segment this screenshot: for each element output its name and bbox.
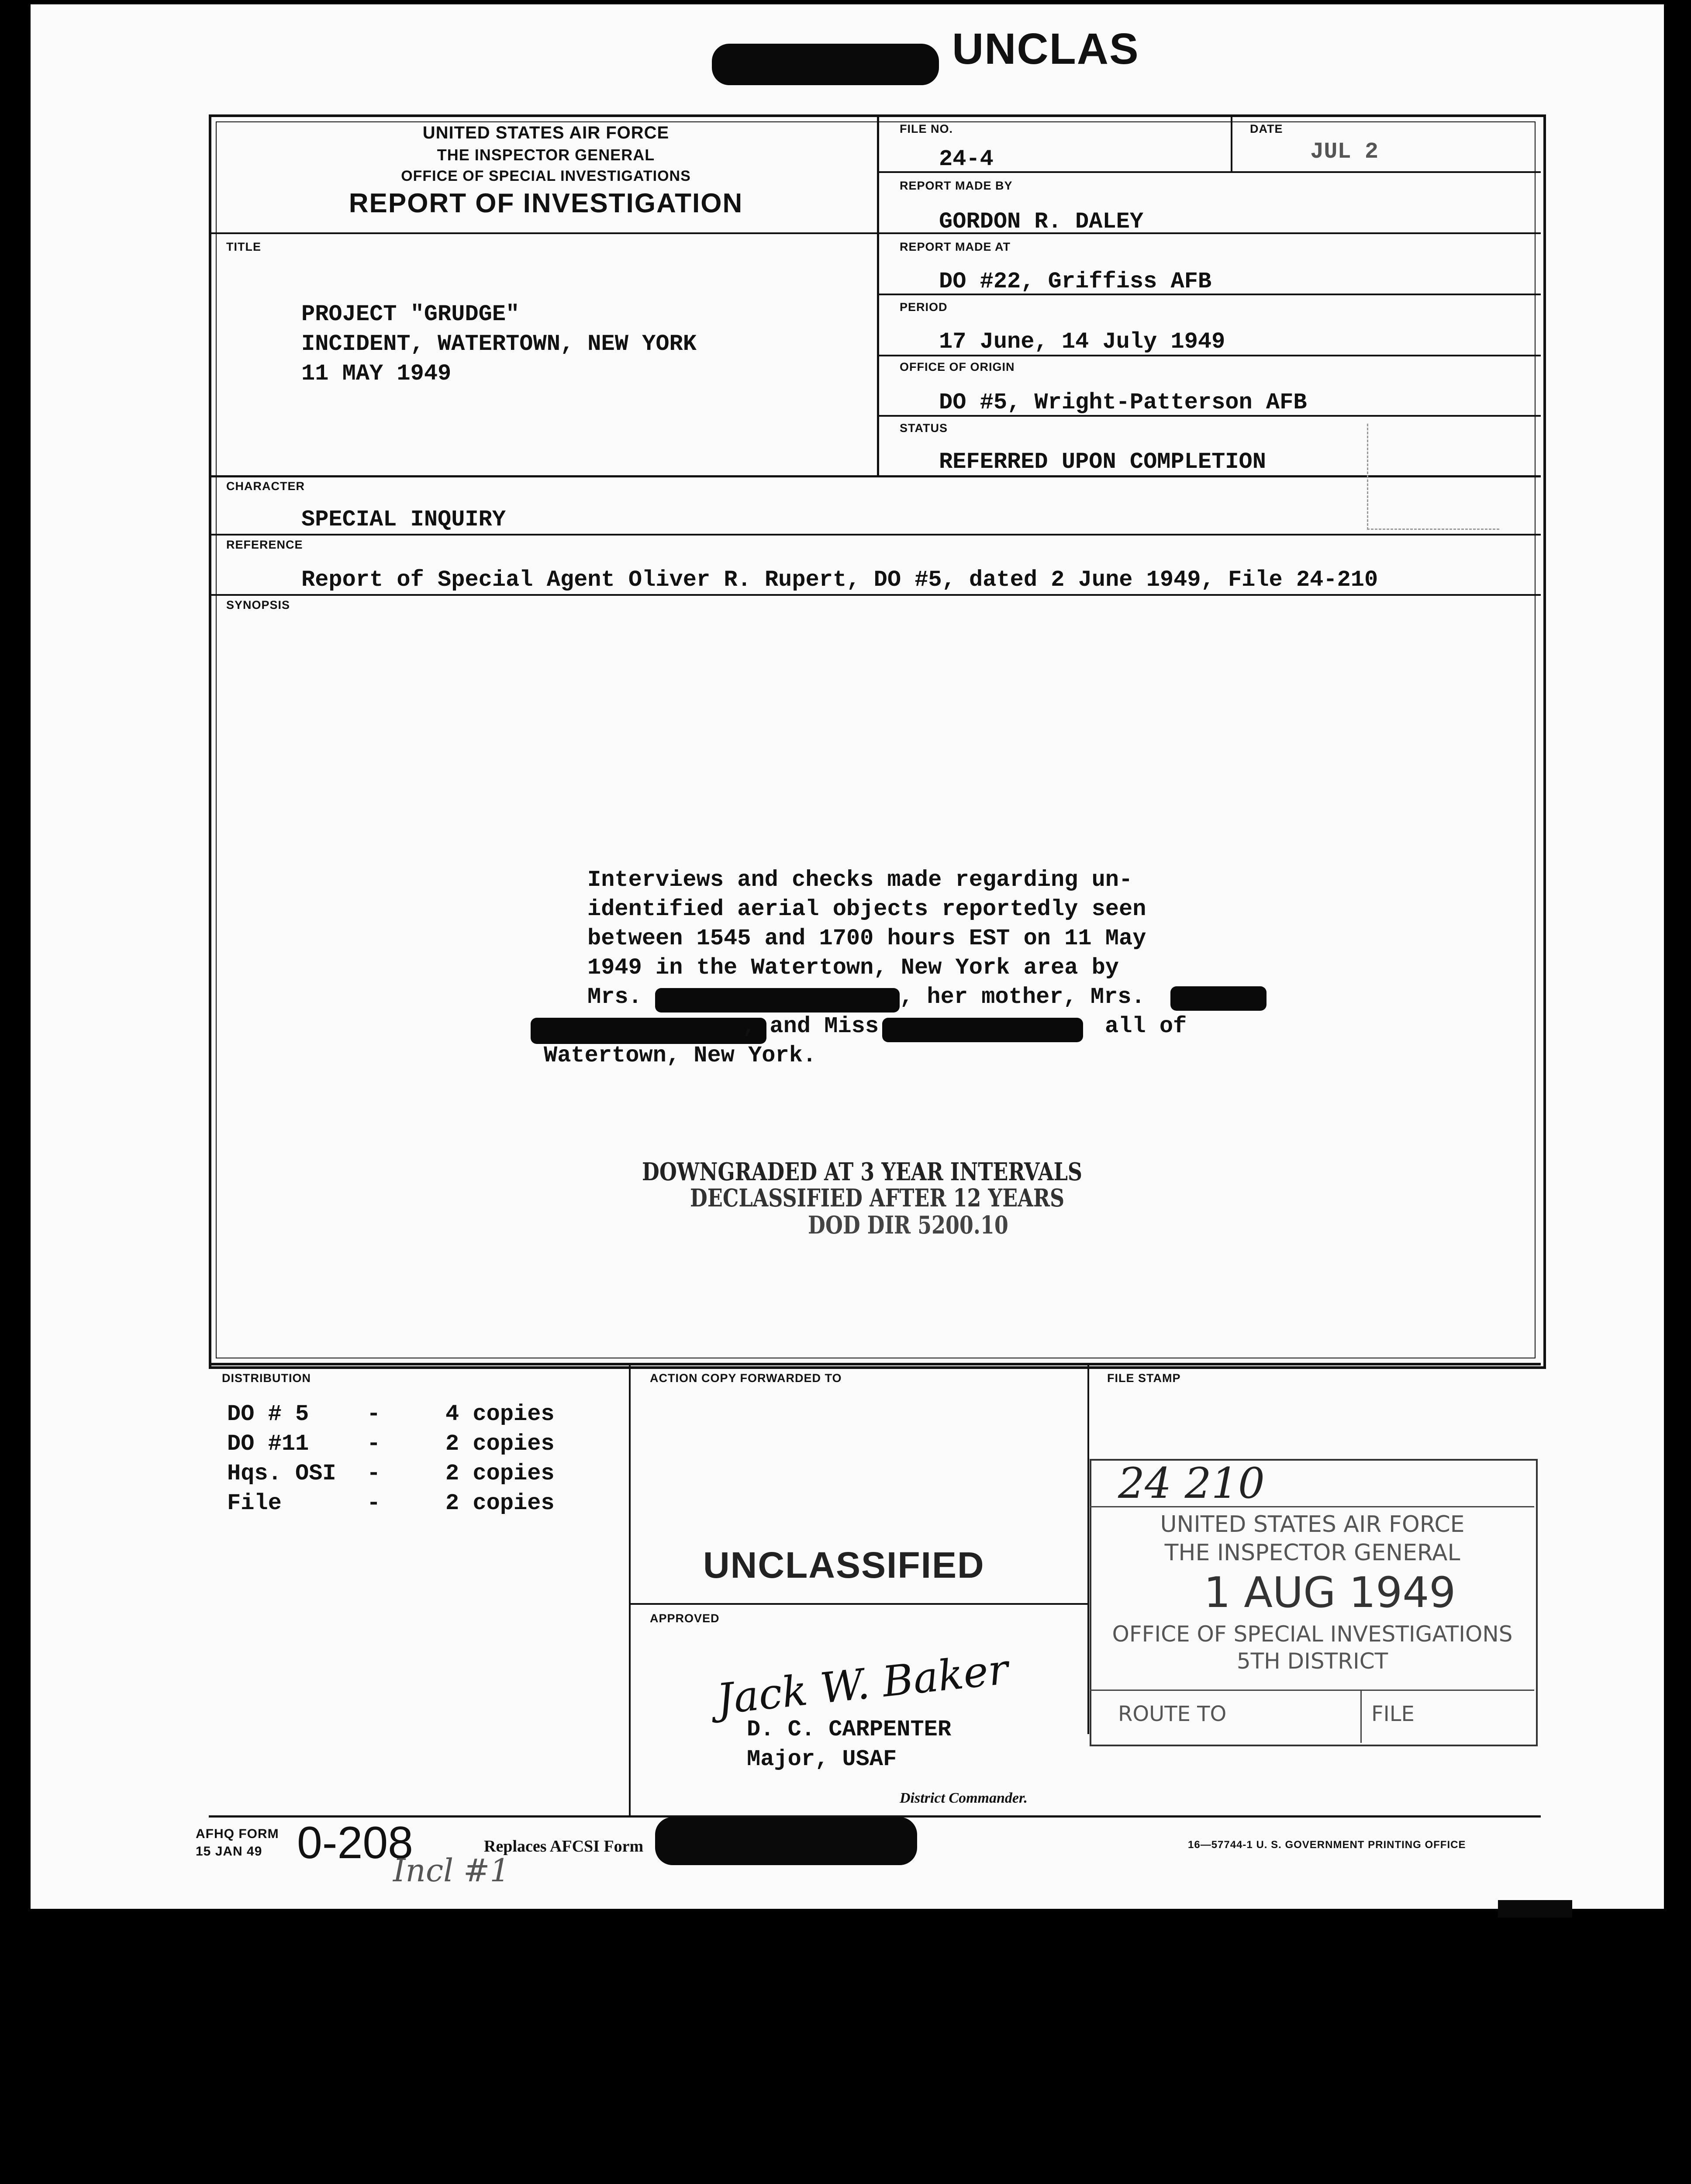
title-label: TITLE <box>226 240 261 253</box>
header-line-3: OFFICE OF SPECIAL INVESTIGATIONS <box>401 168 691 184</box>
file-stamp-file: FILE <box>1371 1702 1415 1726</box>
replaces-note: Replaces AFCSI Form <box>484 1837 644 1856</box>
period-label: PERIOD <box>900 301 948 314</box>
report-made-by-value: GORDON R. DALEY <box>939 209 1144 235</box>
dist-row-2-dash: - <box>367 1431 381 1457</box>
dist-row-4-dest: File <box>227 1490 282 1516</box>
approver-rank: Major, USAF <box>747 1746 897 1772</box>
title-line-2: INCIDENT, WATERTOWN, NEW YORK <box>301 331 697 357</box>
file-stamp-date: 1 AUG 1949 <box>1204 1568 1456 1617</box>
date-value: JUL 2 <box>1310 139 1379 165</box>
redaction-top-stamp <box>712 44 939 85</box>
divider-distribution <box>629 1363 631 1817</box>
action-copy-label: ACTION COPY FORWARDED TO <box>650 1372 842 1385</box>
character-value: SPECIAL INQUIRY <box>301 507 506 532</box>
top-classification-stamp: UNCLAS <box>952 24 1139 73</box>
dist-row-3-copies: 2 copies <box>445 1461 555 1486</box>
report-title: REPORT OF INVESTIGATION <box>349 188 743 218</box>
approved-label: APPROVED <box>650 1612 720 1625</box>
approval-signature: Jack W. Baker <box>714 1645 1011 1724</box>
redaction-name-4 <box>882 1018 1083 1042</box>
unclassified-stamp: UNCLASSIFIED <box>703 1545 985 1586</box>
dist-row-3-dest: Hqs. OSI <box>227 1461 336 1486</box>
file-stamp-line-1: UNITED STATES AIR FORCE <box>1160 1511 1465 1538</box>
file-stamp-rule-split <box>1360 1690 1362 1743</box>
office-of-origin-label: OFFICE OF ORIGIN <box>900 360 1015 373</box>
redaction-footer <box>655 1817 917 1865</box>
redaction-name-3 <box>531 1018 766 1044</box>
header-line-2: THE INSPECTOR GENERAL <box>437 146 655 164</box>
rule-status <box>209 475 1541 477</box>
office-of-origin-value: DO #5, Wright-Patterson AFB <box>939 390 1307 415</box>
synopsis-line-7: Watertown, New York. <box>544 1043 817 1068</box>
report-made-at-value: DO #22, Griffiss AFB <box>939 269 1212 294</box>
title-line-3: 11 MAY 1949 <box>301 361 452 387</box>
rule-synopsis-bottom <box>209 1363 1541 1365</box>
synopsis-line-4: 1949 in the Watertown, New York area by <box>587 955 1119 981</box>
redaction-name-1 <box>655 988 900 1013</box>
dist-row-1-dash: - <box>367 1401 381 1427</box>
form-number: 0-208 <box>297 1818 413 1868</box>
status-label: STATUS <box>900 422 948 435</box>
approver-name: D. C. CARPENTER <box>747 1717 952 1742</box>
downgrade-line-3: DOD DIR 5200.10 <box>808 1211 1008 1240</box>
dist-row-4-copies: 2 copies <box>445 1490 555 1516</box>
synopsis-label: SYNOPSIS <box>226 598 290 612</box>
scan-artifact <box>1498 1900 1572 1918</box>
rule-period <box>877 355 1541 356</box>
dist-row-1-dest: DO # 5 <box>227 1401 309 1427</box>
form-id-line-2: 15 JAN 49 <box>196 1844 262 1859</box>
divider-date <box>1231 114 1232 171</box>
distribution-label: DISTRIBUTION <box>222 1372 311 1385</box>
report-made-by-label: REPORT MADE BY <box>900 179 1013 192</box>
synopsis-line-5b: , her mother, Mrs. <box>900 984 1145 1010</box>
header-line-1: UNITED STATES AIR FORCE <box>422 123 669 142</box>
dist-row-4-dash: - <box>367 1490 381 1516</box>
synopsis-line-6a: , and Miss <box>742 1013 879 1039</box>
synopsis-line-2: identified aerial objects reportedly seen <box>587 896 1146 922</box>
synopsis-line-6b: all of <box>1105 1013 1187 1039</box>
file-stamp-rule-bottom <box>1090 1690 1534 1691</box>
file-stamp-line-4: 5TH DISTRICT <box>1236 1648 1388 1674</box>
period-value: 17 June, 14 July 1949 <box>939 329 1225 355</box>
redaction-name-2 <box>1170 986 1267 1011</box>
margin-mark <box>1367 424 1499 530</box>
dist-row-3-dash: - <box>367 1461 381 1486</box>
file-no-label: FILE NO. <box>900 122 953 135</box>
handwritten-enclosure: Incl #1 <box>393 1852 510 1889</box>
downgrade-line-2: DECLASSIFIED AFTER 12 YEARS <box>690 1184 1065 1213</box>
approver-role: District Commander. <box>900 1790 1028 1806</box>
file-no-value: 24-4 <box>939 146 994 172</box>
rule-character <box>209 534 1541 536</box>
dist-row-2-copies: 2 copies <box>445 1431 555 1457</box>
rule-reference <box>209 594 1541 596</box>
status-value: REFERRED UPON COMPLETION <box>939 449 1266 475</box>
rule-approved <box>629 1603 1088 1605</box>
form-id-line-1: AFHQ FORM <box>196 1827 279 1841</box>
file-stamp-route-to: ROUTE TO <box>1118 1702 1227 1726</box>
reference-value: Report of Special Agent Oliver R. Rupert, DO #5, dated 2 June 1949, File 24-210 <box>301 567 1378 593</box>
date-label: DATE <box>1250 122 1283 135</box>
gpo-imprint: 16—57744-1 U. S. GOVERNMENT PRINTING OFFICE <box>1188 1839 1466 1851</box>
dist-row-2-dest: DO #11 <box>227 1431 309 1457</box>
report-made-at-label: REPORT MADE AT <box>900 240 1011 253</box>
title-line-1: PROJECT "GRUDGE" <box>301 301 520 327</box>
divider-file-stamp <box>1087 1363 1089 1734</box>
file-stamp-line-3: OFFICE OF SPECIAL INVESTIGATIONS <box>1112 1621 1513 1647</box>
downgrade-line-1: DOWNGRADED AT 3 YEAR INTERVALS <box>642 1158 1083 1186</box>
rule-header-title <box>209 232 877 234</box>
file-stamp-number: 24 210 <box>1118 1459 1265 1508</box>
synopsis-line-1: Interviews and checks made regarding un- <box>587 867 1133 893</box>
synopsis-line-5a: Mrs. <box>587 984 642 1010</box>
reference-label: REFERENCE <box>226 538 303 551</box>
file-stamp-label: FILE STAMP <box>1107 1372 1181 1385</box>
dist-row-1-copies: 4 copies <box>445 1401 555 1427</box>
synopsis-line-3: between 1545 and 1700 hours EST on 11 May <box>587 926 1146 951</box>
character-label: CHARACTER <box>226 480 305 493</box>
file-stamp-line-2: THE INSPECTOR GENERAL <box>1164 1540 1460 1566</box>
